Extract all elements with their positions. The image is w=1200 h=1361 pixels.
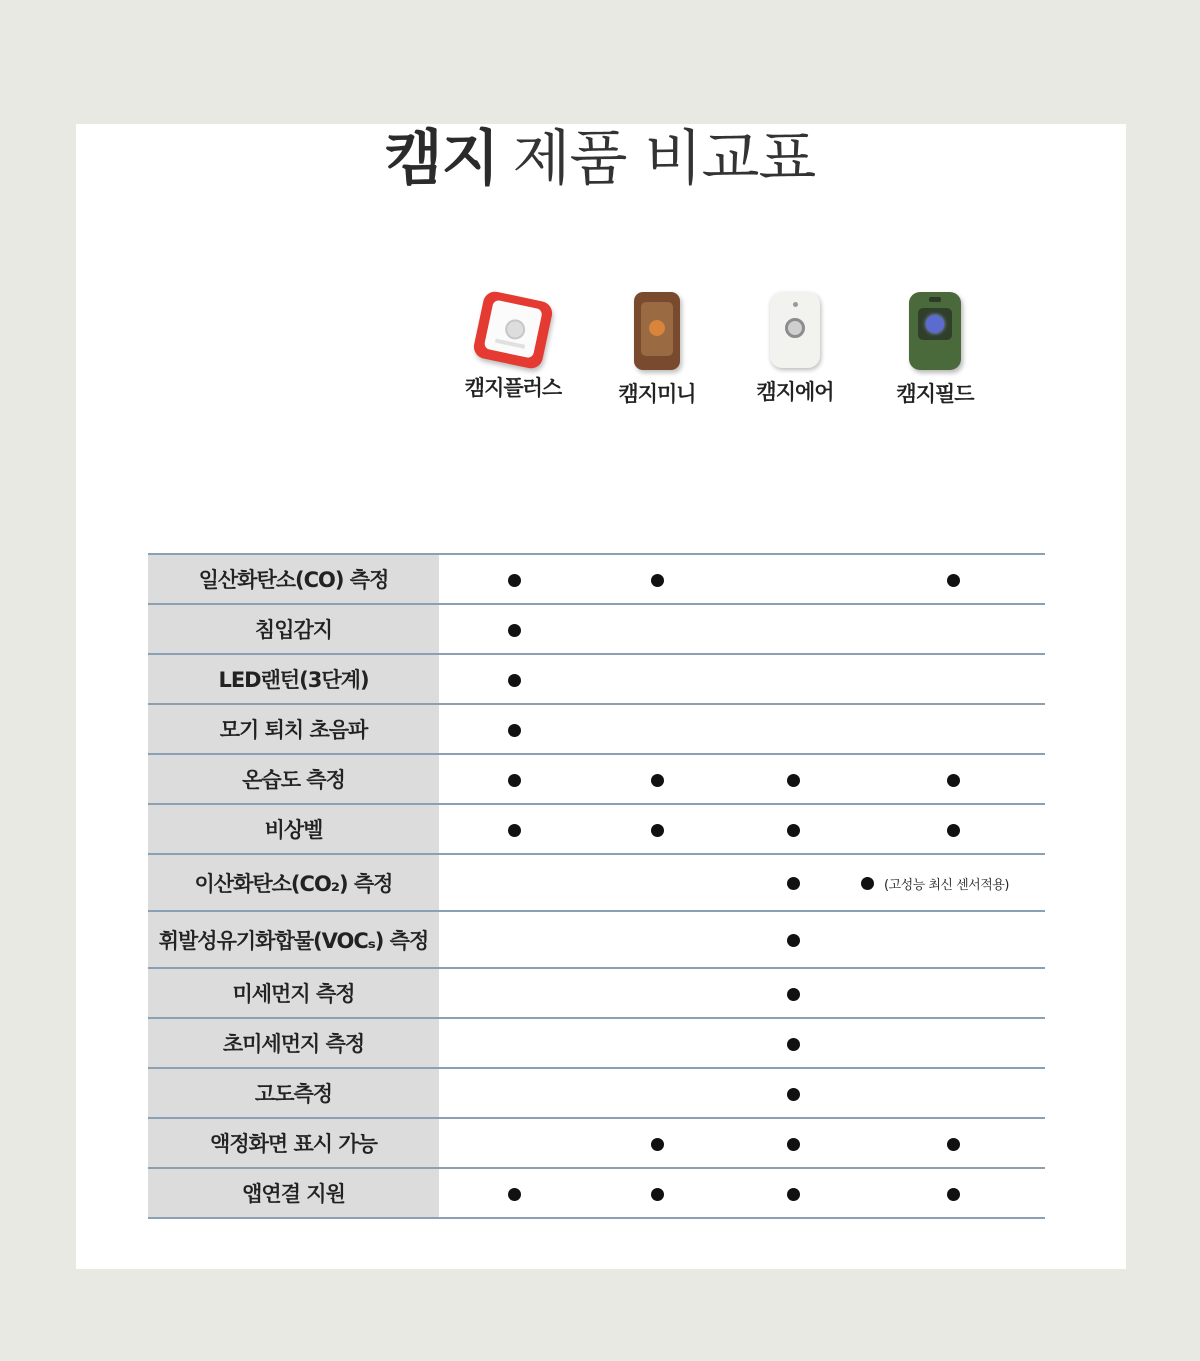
support-cell [725,854,861,911]
supported-dot-icon [787,774,800,787]
camzy-field-device-icon [909,292,961,370]
table-row [148,968,1045,1018]
support-cell [725,804,861,854]
support-cell [725,1068,861,1118]
supported-dot-icon [508,774,521,787]
support-cell [589,911,725,968]
table-row [148,1068,1045,1118]
camzy-air-device-icon [770,292,820,368]
title-rest: 제품 비교표 [512,124,816,194]
support-cell [589,654,725,704]
support-cell [861,804,1045,854]
feature-label: LED랜턴(3단계) [148,654,439,704]
support-cell [861,1168,1045,1218]
support-cell [439,1068,589,1118]
support-cell [589,1118,725,1168]
support-cell [439,911,589,968]
support-cell [589,804,725,854]
supported-dot-icon [651,824,664,837]
support-cell [725,968,861,1018]
support-cell [861,911,1045,968]
page-title [0,124,1200,194]
feature-note: (고성능 최신 센서적용) [884,878,1009,893]
product-camzy-field [865,288,1005,408]
camzy-mini-device-icon [634,292,680,370]
camzy-plus-device-icon [472,289,555,370]
supported-dot-icon [787,877,800,890]
supported-dot-icon [947,1138,960,1151]
supported-dot-icon [651,1188,664,1201]
table-row [148,854,1045,911]
supported-dot-icon [651,774,664,787]
support-cell [439,704,589,754]
supported-dot-icon [508,624,521,637]
product-name: 캠지에어 [756,380,834,404]
supported-dot-icon [508,724,521,737]
supported-dot-icon [947,774,960,787]
support-cell [861,1068,1045,1118]
supported-dot-icon [651,574,664,587]
table-row [148,1168,1045,1218]
support-cell [439,1018,589,1068]
table-row [148,754,1045,804]
supported-dot-icon [787,934,800,947]
product-camzy-air [725,288,865,406]
support-cell [589,704,725,754]
support-cell [439,554,589,604]
product-name: 캠지필드 [896,382,974,406]
support-cell [439,604,589,654]
supported-dot-icon [787,1138,800,1151]
feature-label: 액정화면 표시 가능 [148,1118,439,1168]
support-cell [861,554,1045,604]
supported-dot-icon [787,1088,800,1101]
support-cell [861,968,1045,1018]
support-cell [439,1168,589,1218]
support-cell [725,754,861,804]
support-cell [589,854,725,911]
support-cell [725,911,861,968]
table-row [148,554,1045,604]
product-camzy-mini [587,288,727,408]
feature-label: 일산화탄소(CO) 측정 [148,554,439,604]
feature-label: 비상벨 [148,804,439,854]
feature-label: 미세먼지 측정 [148,968,439,1018]
supported-dot-icon [787,824,800,837]
support-cell [439,754,589,804]
support-cell [725,554,861,604]
support-cell [589,1018,725,1068]
product-name: 캠지미니 [618,382,696,406]
support-cell [439,968,589,1018]
supported-dot-icon [947,1188,960,1201]
support-cell [861,654,1045,704]
supported-dot-icon [947,574,960,587]
support-cell [725,1018,861,1068]
support-cell [439,804,589,854]
support-cell [439,1118,589,1168]
supported-dot-icon [947,824,960,837]
product-camzy-plus [443,288,583,402]
support-cell [861,1018,1045,1068]
support-cell [725,604,861,654]
support-cell [589,1168,725,1218]
supported-dot-icon [508,674,521,687]
supported-dot-icon [508,824,521,837]
feature-label: 휘발성유기화합물(VOCₛ) 측정 [148,911,439,968]
table-row [148,1118,1045,1168]
support-cell [725,654,861,704]
feature-label: 이산화탄소(CO₂) 측정 [148,854,439,911]
support-cell [589,554,725,604]
table-row [148,654,1045,704]
feature-label: 침입감지 [148,604,439,654]
supported-dot-icon [508,1188,521,1201]
support-cell [861,704,1045,754]
comparison-table-body [148,554,1045,1218]
support-cell [861,604,1045,654]
table-row [148,804,1045,854]
supported-dot-icon [508,574,521,587]
support-cell [725,1168,861,1218]
table-row [148,704,1045,754]
supported-dot-icon [787,1188,800,1201]
title-brand: 캠지 [384,124,499,194]
support-cell [439,654,589,704]
support-cell [589,754,725,804]
support-cell [725,1118,861,1168]
support-cell [861,754,1045,804]
supported-dot-icon [651,1138,664,1151]
support-cell [861,854,1045,911]
support-cell [589,968,725,1018]
feature-label: 모기 퇴치 초음파 [148,704,439,754]
table-row [148,1018,1045,1068]
feature-label: 온습도 측정 [148,754,439,804]
table-row [148,604,1045,654]
supported-dot-icon [861,877,874,890]
support-cell [439,854,589,911]
table-row [148,911,1045,968]
support-cell [589,1068,725,1118]
feature-label: 앱연결 지원 [148,1168,439,1218]
feature-label: 초미세먼지 측정 [148,1018,439,1068]
feature-label: 고도측정 [148,1068,439,1118]
supported-dot-icon [787,988,800,1001]
comparison-table [148,553,1045,1219]
support-cell [589,604,725,654]
support-cell [725,704,861,754]
support-cell [861,1118,1045,1168]
supported-dot-icon [787,1038,800,1051]
product-name: 캠지플러스 [464,376,562,400]
